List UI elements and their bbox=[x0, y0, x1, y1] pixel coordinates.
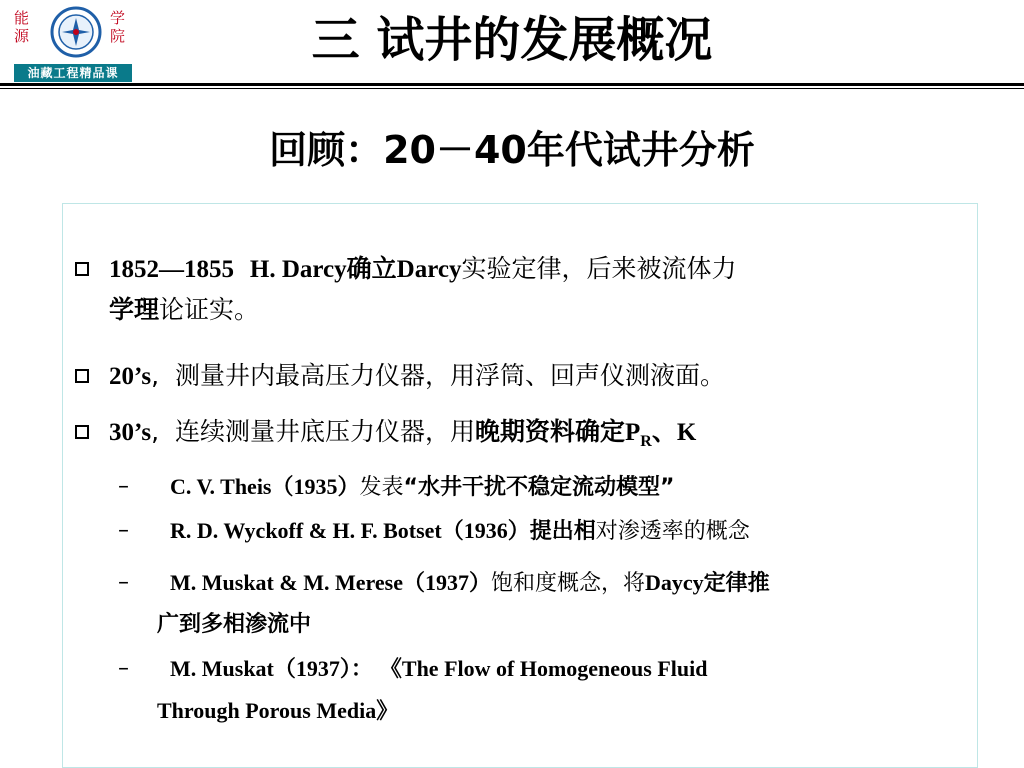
book-title-line2: Through Porous Media》 bbox=[157, 698, 399, 723]
sub-item-line2: 广到多相渗流中 bbox=[157, 612, 312, 637]
book-title-line1: 《The Flow of Homogeneous Fluid bbox=[379, 656, 708, 681]
sub-item-name: M. Muskat & M. Merese（1937） bbox=[170, 570, 491, 595]
sub-item-name: M. Muskat（1937）： bbox=[170, 656, 373, 681]
pressure-symbol: P bbox=[625, 419, 641, 446]
dash-bullet: – bbox=[118, 474, 129, 499]
checkbox-bullet-icon bbox=[75, 262, 89, 276]
sub-item-name: R. D. Wyckoff & H. F. Botset（1936） bbox=[170, 518, 530, 543]
item-text: 测量井内最高压力仪器，用浮筒、回声仪测液面。 bbox=[174, 361, 725, 390]
sub-item-text: 饱和度概念，将 bbox=[490, 571, 645, 596]
logo-char-neng: 能 bbox=[14, 9, 30, 27]
bullet-item-darcy bbox=[75, 249, 963, 330]
item-year: 1852—1855 bbox=[109, 256, 234, 283]
sub-item-theis bbox=[118, 466, 959, 508]
title-divider-thin bbox=[0, 88, 1024, 89]
sub-item-muskat-book bbox=[118, 648, 959, 731]
subtitle: 回顾：20－40年代试井分析 bbox=[269, 128, 755, 172]
sub-item-name: C. V. Theis（1935） bbox=[170, 474, 360, 499]
item-name: H. Darcy bbox=[249, 256, 347, 283]
sub-item-quote: “水井干扰不稳定流动模型” bbox=[403, 475, 675, 500]
pressure-subscript: R bbox=[640, 433, 652, 450]
dash-bullet: – bbox=[118, 518, 129, 543]
item-text: 实验定律，后来被流体力 bbox=[461, 254, 737, 283]
item-year: 30’s bbox=[109, 419, 152, 446]
item-name2: Darcy bbox=[396, 256, 462, 283]
content-box bbox=[62, 203, 978, 768]
logo-char-yuan2: 院 bbox=[110, 27, 126, 45]
sub-item-muskat-merese bbox=[118, 562, 959, 645]
logo-char-xue: 学 bbox=[110, 9, 126, 27]
sub-item-wyckoff bbox=[118, 510, 959, 552]
page-title: 三 试井的发展概况 bbox=[311, 12, 713, 68]
bullet-item-20s: 20’s, 测量井内最高压力仪器，用浮筒、回声仪测液面。 bbox=[75, 356, 963, 397]
item-text: 连续测量井底压力仪器，用 bbox=[174, 417, 475, 446]
sub-item-text: 对渗透率的概念 bbox=[595, 519, 750, 544]
item-bold: 确立 bbox=[346, 254, 397, 283]
sub-item-text: 发表 bbox=[359, 475, 404, 500]
sub-item-bold: 提出相 bbox=[529, 519, 596, 544]
checkbox-bullet-icon bbox=[75, 425, 89, 439]
permeability-symbol: K bbox=[676, 419, 697, 446]
item-text2: 论证实。 bbox=[159, 295, 260, 324]
item-sep: 、 bbox=[651, 417, 677, 446]
item-bold2: 学理 bbox=[109, 295, 160, 324]
sub-item-bold: 定律推 bbox=[703, 571, 770, 596]
dash-bullet: – bbox=[118, 656, 129, 681]
item-bold: 晚期资料确定 bbox=[475, 417, 626, 446]
checkbox-bullet-icon bbox=[75, 369, 89, 383]
bullet-item-30s: 30’s, 连续测量井底压力仪器，用晚期资料确定$P_R$、K bbox=[75, 412, 963, 453]
course-label: 油藏工程精品课 bbox=[14, 64, 132, 82]
dash-bullet: – bbox=[118, 570, 129, 595]
item-year: 20’s bbox=[109, 363, 152, 390]
title-divider bbox=[0, 83, 1024, 86]
sub-item-bold-en: Daycy bbox=[644, 570, 704, 595]
logo-char-yuan: 源 bbox=[14, 27, 30, 45]
